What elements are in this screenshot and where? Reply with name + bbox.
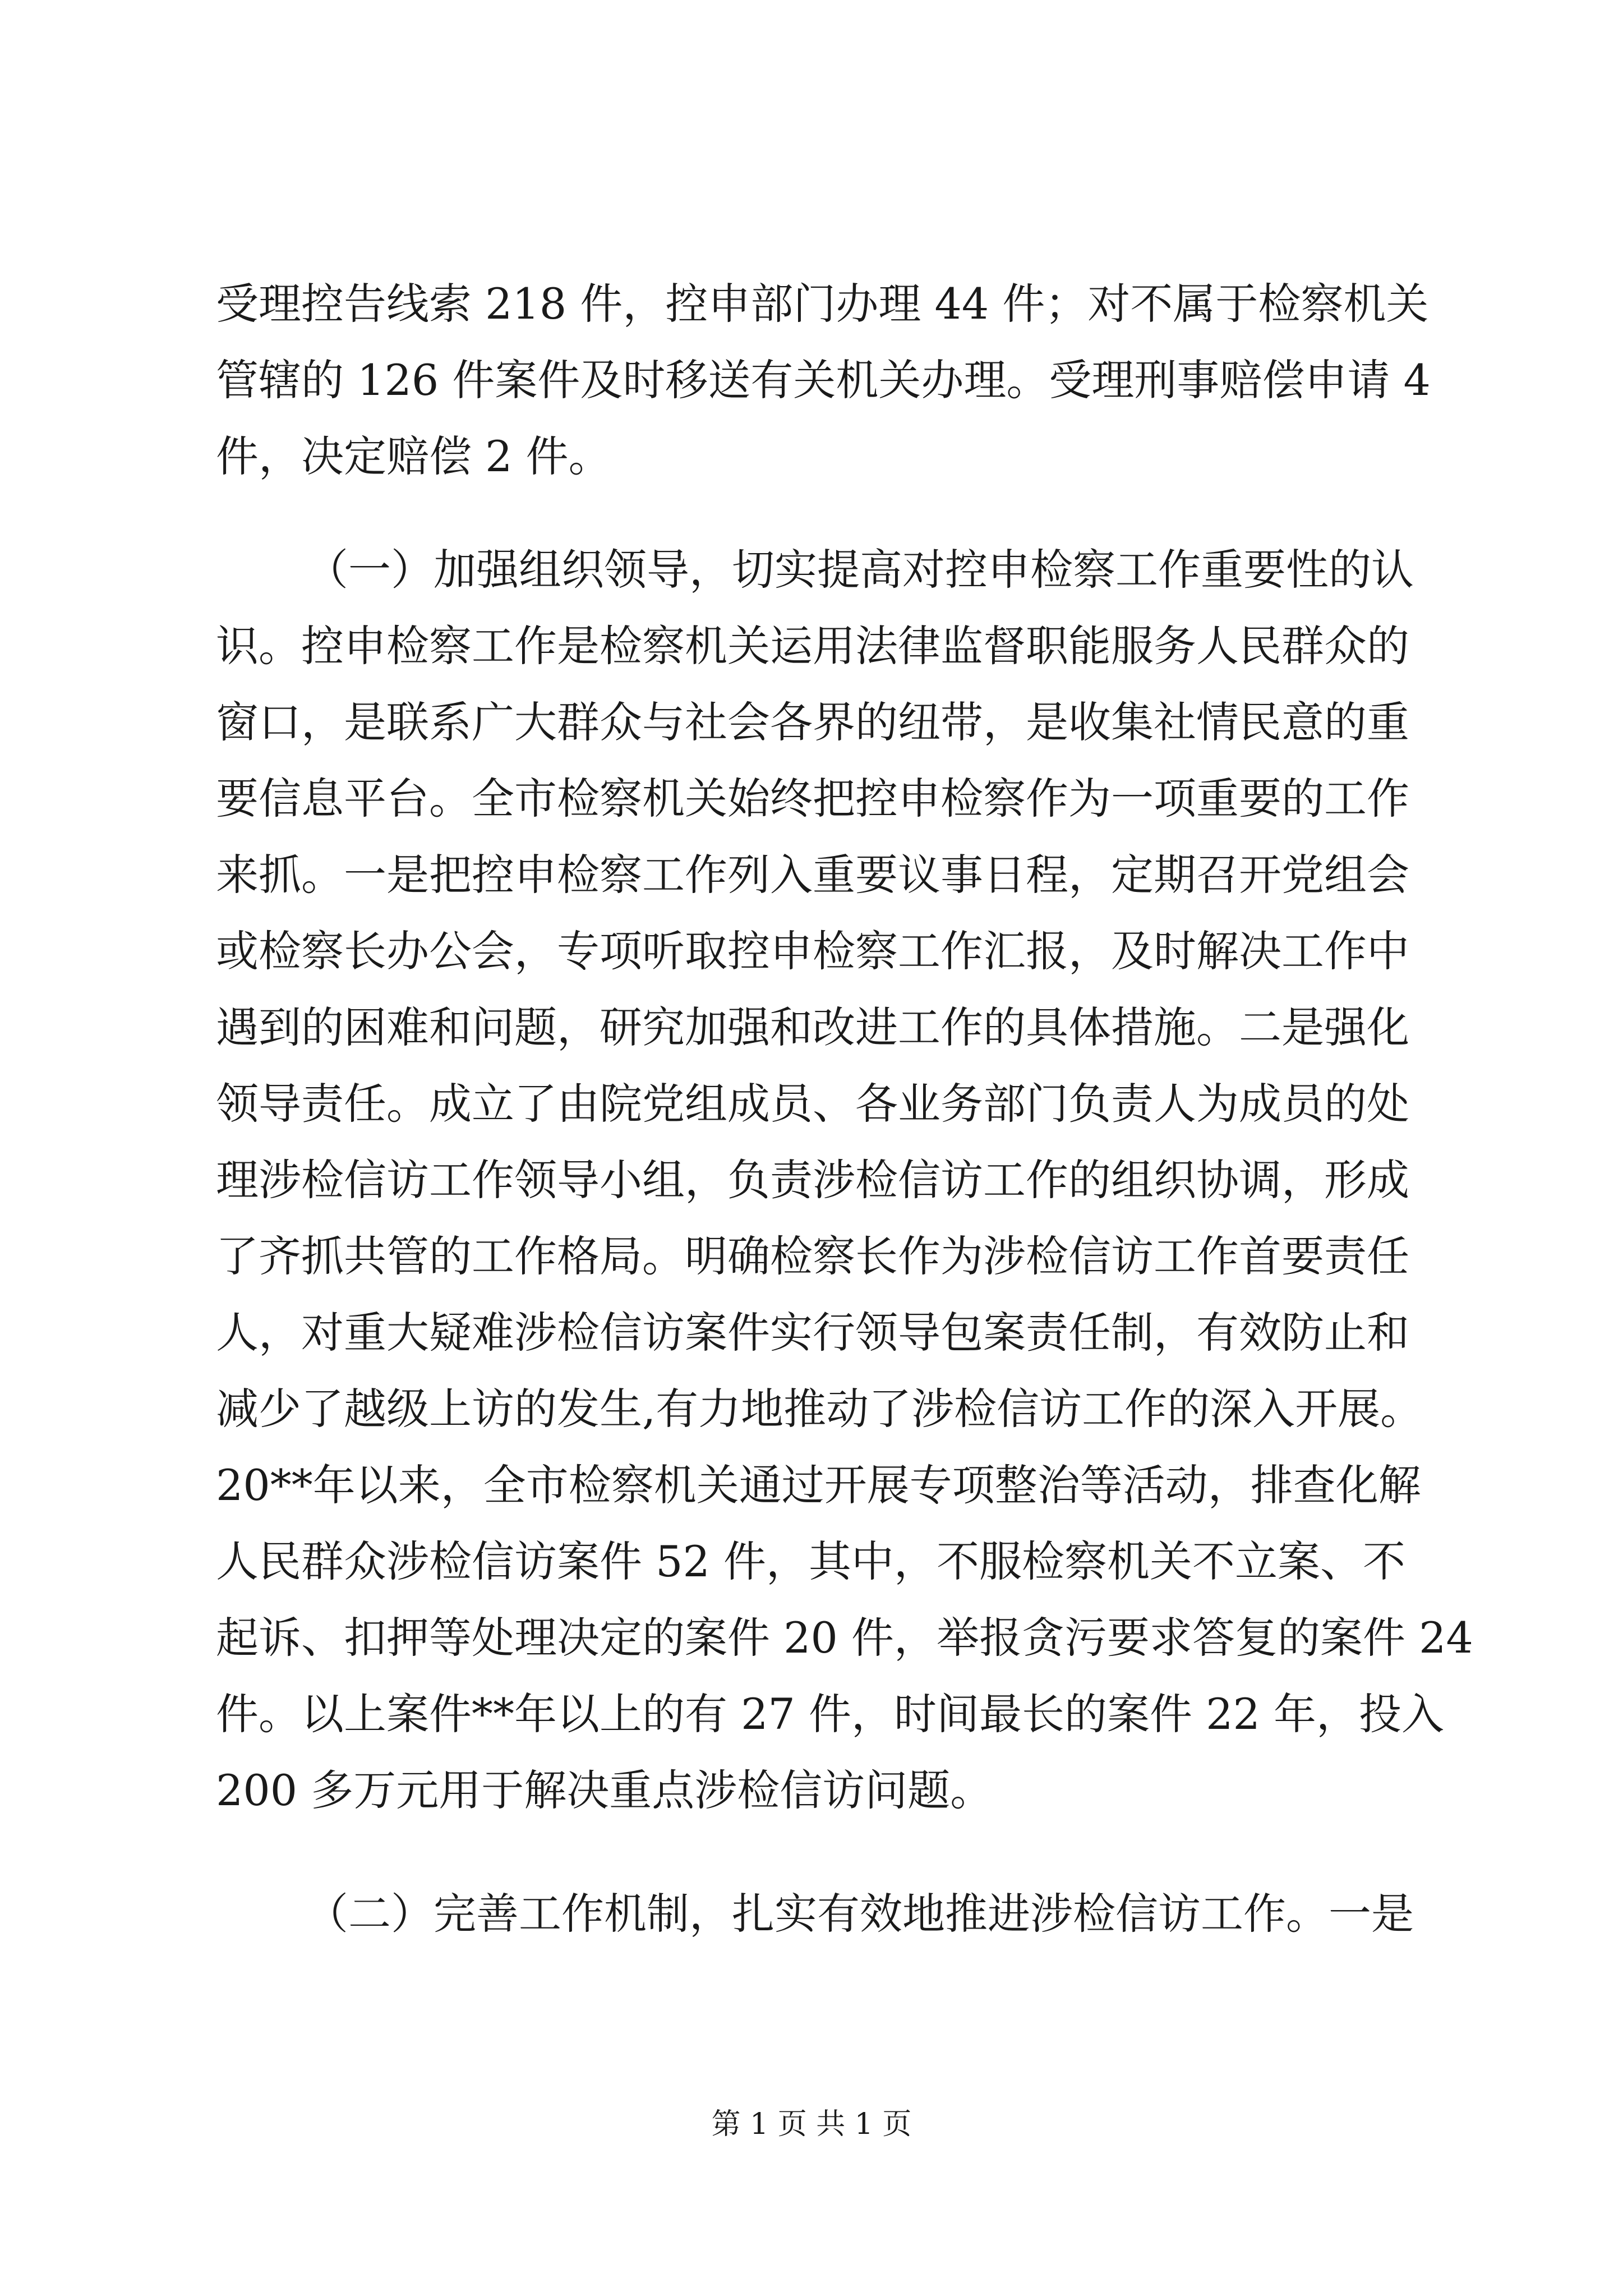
page-footer: 第 1 页 共 1 页 <box>711 2108 912 2141</box>
body-line: 减少了越级上访的发生,有力地推动了涉检信访工作的深入开展。 <box>216 1384 1423 1434</box>
body-line: 件，决定赔偿 2 件。 <box>216 431 611 481</box>
body-line: 20**年以来，全市检察机关通过开展专项整治等活动，排查化解 <box>216 1460 1421 1510</box>
body-line: 遇到的困难和问题，研究加强和改进工作的具体措施。二是强化 <box>216 1002 1409 1052</box>
body-line: 识。控申检察工作是检察机关运用法律监督职能服务人民群众的 <box>216 621 1409 671</box>
body-line: 了齐抓共管的工作格局。明确检察长作为涉检信访工作首要责任 <box>216 1231 1409 1281</box>
body-line: 人，对重大疑难涉检信访案件实行领导包案责任制，有效防止和 <box>216 1308 1409 1358</box>
body-line: 管辖的 126 件案件及时移送有关机关办理。受理刑事赔偿申请 4 <box>216 355 1431 405</box>
body-line: 200 多万元用于解决重点涉检信访问题。 <box>216 1765 993 1815</box>
body-line: 受理控告线索 218 件，控申部门办理 44 件；对不属于检察机关 <box>216 279 1429 329</box>
body-line: 或检察长办公会，专项听取控申检察工作汇报，及时解决工作中 <box>216 926 1409 976</box>
body-line: 领导责任。成立了由院党组成员、各业务部门负责人为成员的处 <box>216 1079 1409 1129</box>
body-line: 来抓。一是把控申检察工作列入重要议事日程，定期召开党组会 <box>216 850 1409 900</box>
body-line: 件。以上案件**年以上的有 27 件，时间最长的案件 22 年，投入 <box>216 1689 1445 1739</box>
body-line: （二）完善工作机制，扎实有效地推进涉检信访工作。一是 <box>306 1889 1414 1939</box>
body-line: 要信息平台。全市检察机关始终把控申检察作为一项重要的工作 <box>216 774 1409 823</box>
body-line: 起诉、扣押等处理决定的案件 20 件，举报贪污要求答复的案件 24 <box>216 1613 1473 1663</box>
body-line: 人民群众涉检信访案件 52 件，其中，不服检察机关不立案、不 <box>216 1536 1406 1586</box>
body-line: （一）加强组织领导，切实提高对控申检察工作重要性的认 <box>306 545 1414 595</box>
body-line: 窗口，是联系广大群众与社会各界的纽带，是收集社情民意的重 <box>216 697 1409 747</box>
body-line: 理涉检信访工作领导小组，负责涉检信访工作的组织协调，形成 <box>216 1155 1409 1205</box>
